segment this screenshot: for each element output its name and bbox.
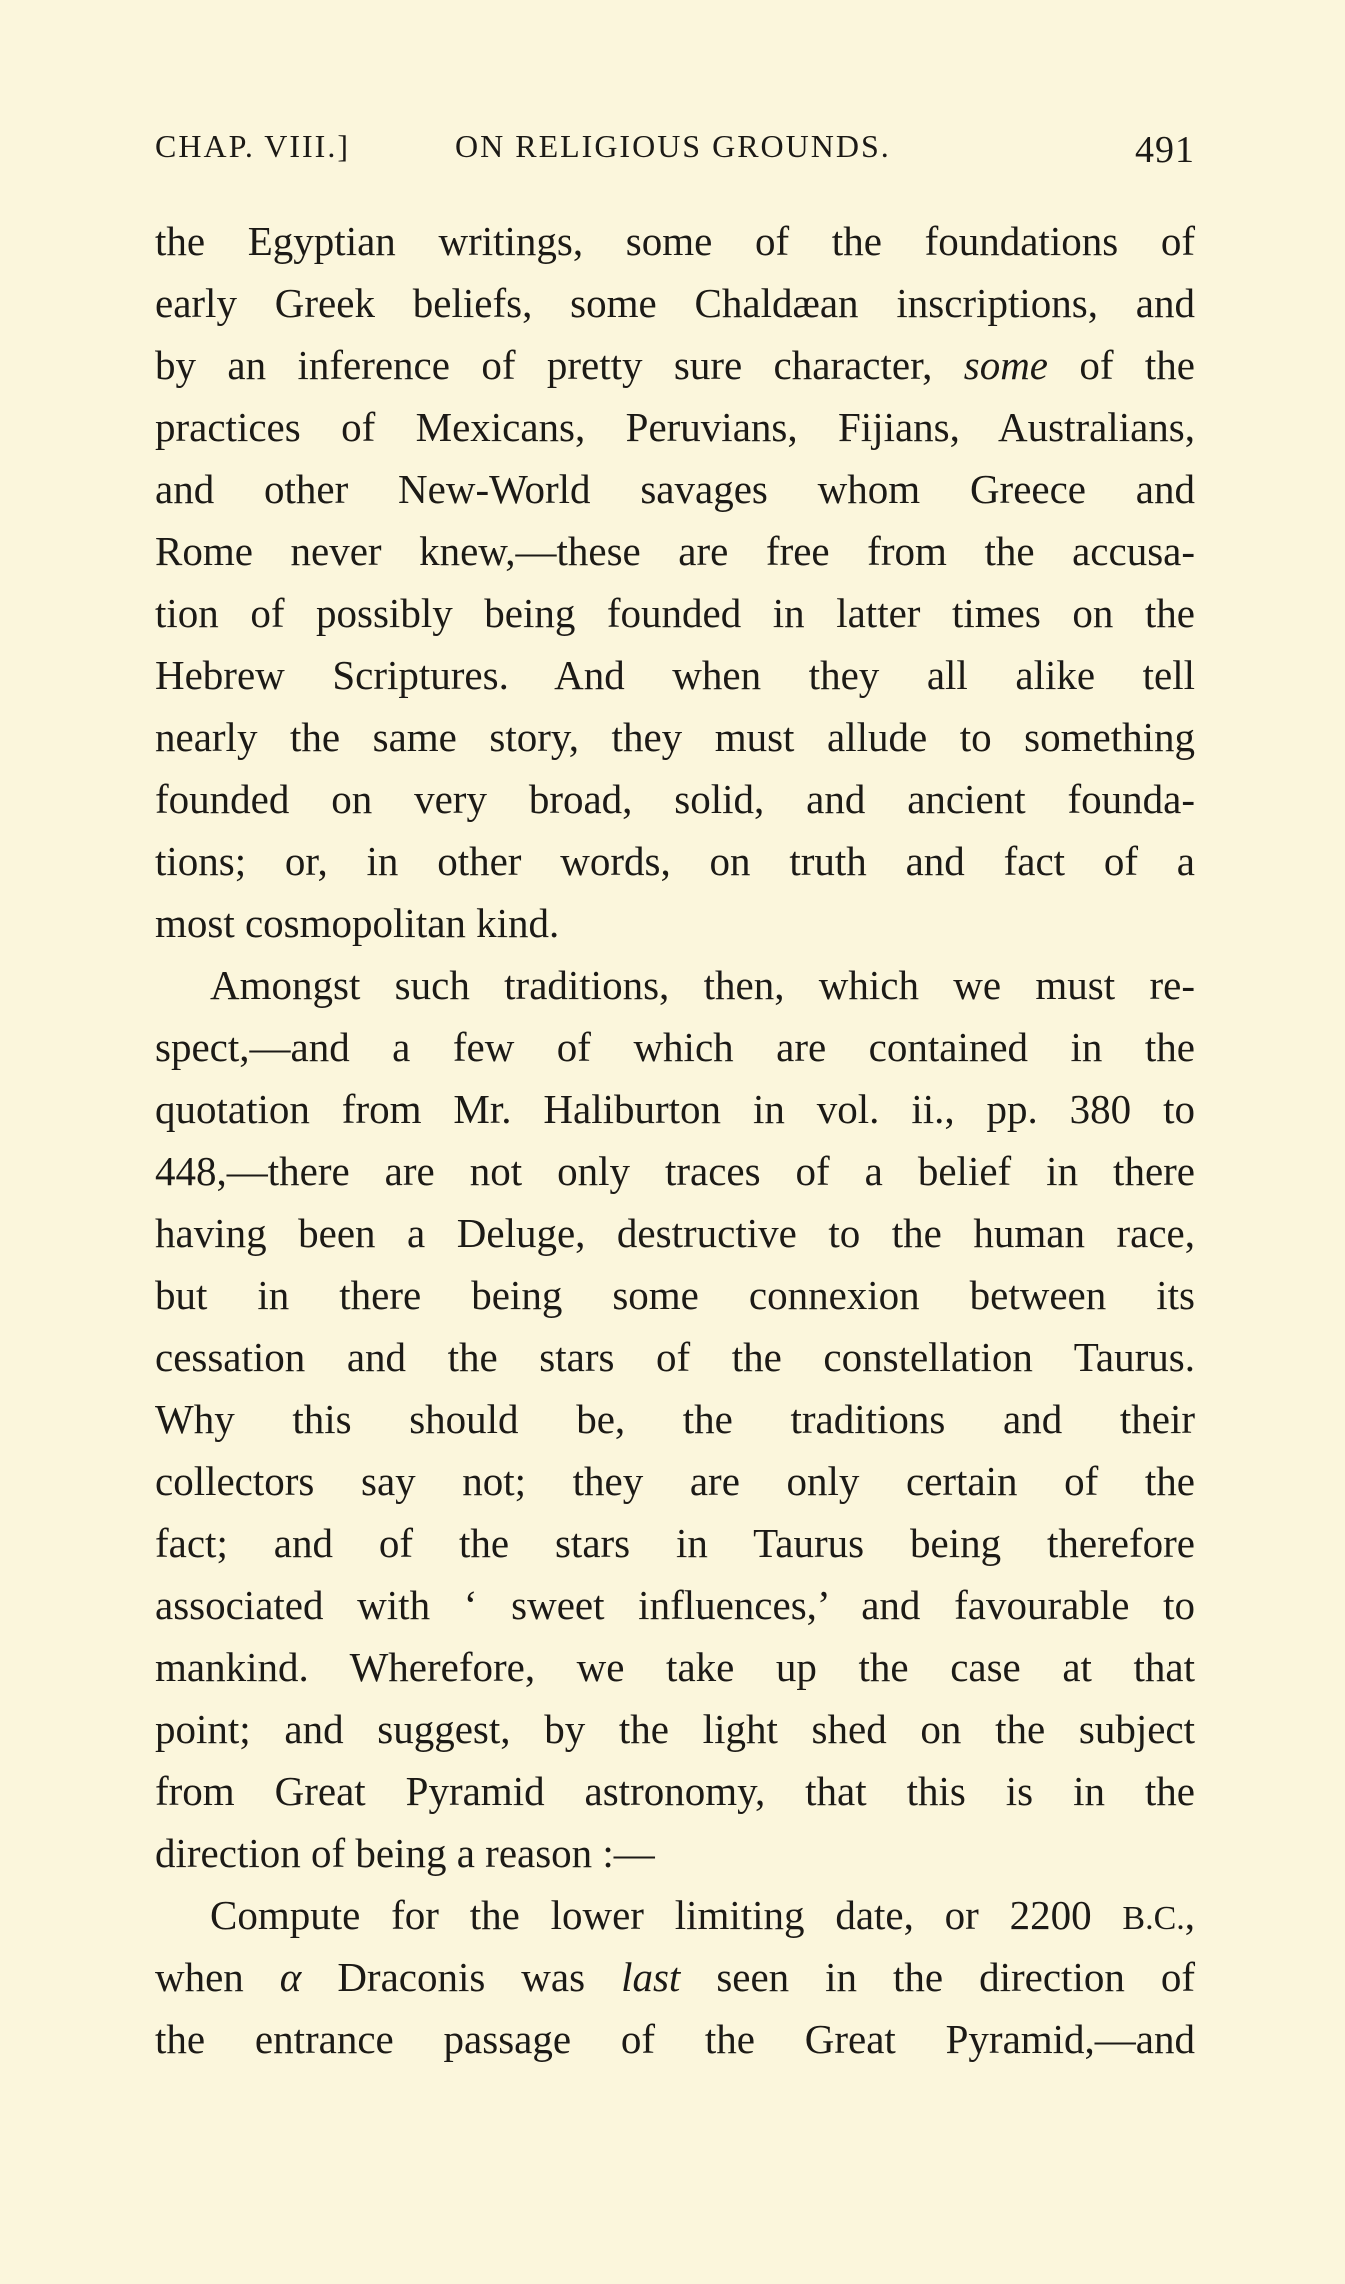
text-line: cessation and the stars of the constellation Taurus. xyxy=(155,1334,1195,1380)
text-line: fact; and of the stars in Taurus being therefore xyxy=(155,1520,1195,1566)
text-line: and other New-World savages whom Greece and xyxy=(155,466,1195,512)
small-caps: B.C. xyxy=(1122,1900,1185,1937)
text-line: mankind. Wherefore, we take up the case at that xyxy=(155,1644,1195,1690)
text-line: associated with ‘ sweet influences,’ and favourable to xyxy=(155,1582,1195,1628)
text-line: spect,—and a few of which are contained in the xyxy=(155,1024,1195,1070)
text-line: Amongst such traditions, then, which we must re- xyxy=(210,962,1195,1008)
emphasis: some xyxy=(963,342,1048,388)
text-line: direction of being a reason :— xyxy=(155,1830,655,1876)
body-text xyxy=(155,210,1195,2070)
text-line: point; and suggest, by the light shed on the subject xyxy=(155,1706,1195,1752)
text-line: Compute for the lower limiting date, or 2200 B.C., xyxy=(210,1892,1195,1938)
text-line: Rome never knew,—these are free from the accusa- xyxy=(155,528,1195,574)
text-line: when α Draconis was last seen in the direction of xyxy=(155,1954,1195,2000)
page-number: 491 xyxy=(1135,129,1195,171)
text-line: the Egyptian writings, some of the foundations of xyxy=(155,218,1195,264)
text-line: Why this should be, the traditions and their xyxy=(155,1396,1195,1442)
emphasis: last xyxy=(621,1954,681,2000)
emphasis: α xyxy=(279,1954,302,2000)
text-line: quotation from Mr. Haliburton in vol. ii., pp. 380 to xyxy=(155,1086,1195,1132)
text-line: but in there being some connexion between its xyxy=(155,1272,1195,1318)
text-line: having been a Deluge, destructive to the human race, xyxy=(155,1210,1195,1256)
text-line: 448,—there are not only traces of a belief in there xyxy=(155,1148,1195,1194)
text-line: from Great Pyramid astronomy, that this is in the xyxy=(155,1768,1195,1814)
chapter-label: CHAP. VIII.] xyxy=(155,128,350,164)
text-line: Hebrew Scriptures. And when they all alike tell xyxy=(155,652,1195,698)
text-line: most cosmopolitan kind. xyxy=(155,900,560,946)
text-line: tion of possibly being founded in latter times on the xyxy=(155,590,1195,636)
running-head xyxy=(155,128,1195,178)
text-line: the entrance passage of the Great Pyramid,—and xyxy=(155,2016,1195,2062)
text-line: nearly the same story, they must allude to something xyxy=(155,714,1195,760)
text-line: by an inference of pretty sure character, some of the xyxy=(155,342,1195,388)
running-title: ON RELIGIOUS GROUNDS. xyxy=(455,128,891,164)
text-line: tions; or, in other words, on truth and fact of a xyxy=(155,838,1195,884)
text-line: early Greek beliefs, some Chaldæan inscriptions, and xyxy=(155,280,1195,326)
text-line: collectors say not; they are only certain of the xyxy=(155,1458,1195,1504)
text-line: founded on very broad, solid, and ancient founda- xyxy=(155,776,1195,822)
text-line: practices of Mexicans, Peruvians, Fijians, Australians, xyxy=(155,404,1195,450)
